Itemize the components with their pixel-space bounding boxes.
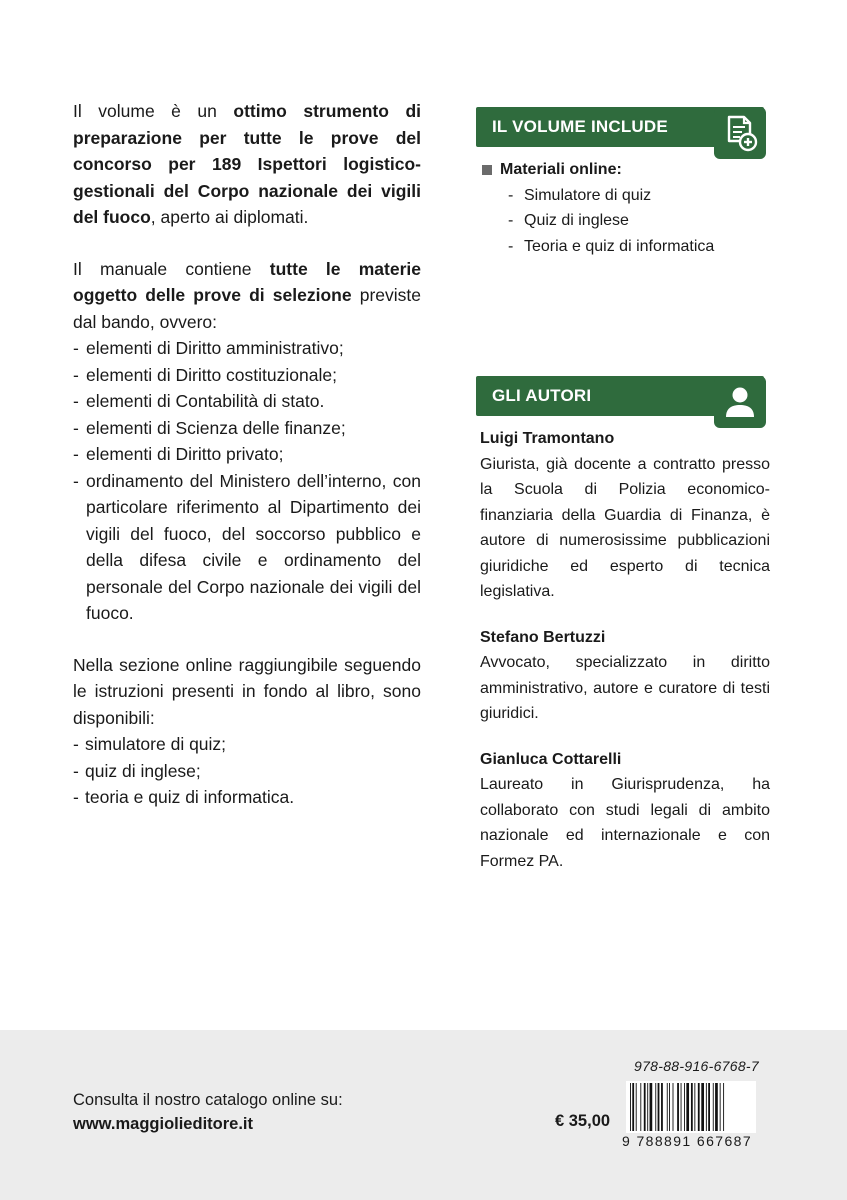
online-items-list <box>73 731 421 811</box>
barcode-bar <box>723 1083 724 1131</box>
subjects-list <box>73 335 421 627</box>
list-item: - simulatore di quiz; <box>73 731 421 758</box>
author-entry <box>480 625 770 727</box>
author-bio: Avvocato, specializzato in diritto amministrativo, autore e curatore di testi giuridici. <box>480 654 770 722</box>
materials-title: Materiali online: <box>500 161 622 178</box>
list-item: - quiz di inglese; <box>73 758 421 785</box>
barcode-bar <box>636 1083 637 1131</box>
bullet-square-icon <box>482 165 492 175</box>
barcode-bar <box>686 1083 689 1131</box>
author-name: Luigi Tramontano <box>480 430 615 447</box>
includes-header <box>476 107 764 147</box>
barcode-bar <box>630 1083 631 1131</box>
footer-band <box>0 1030 847 1200</box>
barcode-bar <box>701 1083 704 1131</box>
list-item: - Teoria e quiz di informatica <box>508 234 770 260</box>
catalog-text: Consulta il nostro catalogo online su: <box>73 1091 343 1109</box>
author-entry <box>480 747 770 875</box>
catalog-info <box>73 1088 343 1136</box>
includes-content <box>480 157 770 259</box>
list-item: - teoria e quiz di informatica. <box>73 784 421 811</box>
intro-paragraph: Il volume è un ottimo strumento di preparazione per tutte le prove del concorso per 189 Ispettori logistico-gestionali del Corpo nazionale dei vigili del fuoco, aperto ai diplomati. <box>73 101 421 227</box>
price: € 35,00 <box>555 1112 611 1130</box>
authors-header <box>476 376 764 416</box>
barcode-bar <box>706 1083 707 1131</box>
barcode-digits: 9 788891 667687 <box>622 1133 752 1149</box>
list-item: - elementi di Diritto privato; <box>73 441 421 468</box>
author-name: Stefano Bertuzzi <box>480 628 606 646</box>
isbn: 978-88-916-6768-7 <box>634 1058 759 1074</box>
list-item: - elementi di Contabilità di stato. <box>73 388 421 415</box>
barcode-bar <box>644 1083 646 1131</box>
author-bio: Laureato in Giurisprudenza, ha collaborato con studi legali di ambito nazionale ed internazionale e con Formez PA. <box>480 776 770 870</box>
list-item: - elementi di Scienza delle finanze; <box>73 415 421 442</box>
document-add-icon <box>714 107 766 159</box>
list-item: - Quiz di inglese <box>508 208 770 234</box>
author-name: Gianluca Cottarelli <box>480 750 622 768</box>
publisher-url[interactable]: www.maggiolieditore.it <box>73 1115 253 1133</box>
barcode-bar <box>698 1083 700 1131</box>
barcode-bar <box>658 1083 660 1131</box>
barcode-bar <box>713 1083 714 1131</box>
barcode-bar <box>655 1083 656 1131</box>
barcode-bar <box>650 1083 653 1131</box>
description-column <box>73 98 421 811</box>
materials-list <box>480 183 770 260</box>
authors-title: GLI AUTORI <box>492 386 592 405</box>
list-item: - Simulatore di quiz <box>508 183 770 209</box>
barcode-bar <box>673 1083 674 1131</box>
contents-paragraph: Il manuale contiene tutte le materie oggetto delle prove di selezione previste dal bando, ovvero: <box>73 258 421 332</box>
barcode-bar <box>677 1083 679 1131</box>
barcode-bar <box>669 1083 670 1131</box>
author-bio: Giurista, già docente a contratto presso la Scuola di Polizia economico-finanziaria della Guardia di Finanza, è autore di numerosissime pubblicazioni giuridiche ed esperto di tecnica legislativa. <box>480 455 770 600</box>
barcode-bar <box>640 1083 641 1131</box>
barcode <box>626 1081 756 1133</box>
user-icon <box>714 376 766 428</box>
barcode-bar <box>691 1083 693 1131</box>
list-item: - elementi di Diritto amministrativo; <box>73 335 421 362</box>
list-item: - elementi di Diritto costituzionale; <box>73 362 421 389</box>
barcode-bar <box>667 1083 668 1131</box>
barcode-bar <box>681 1083 682 1131</box>
barcode-bar <box>661 1083 663 1131</box>
authors-content <box>480 426 770 894</box>
barcode-bars <box>626 1081 756 1133</box>
barcode-bar <box>720 1083 721 1131</box>
barcode-bar <box>708 1083 710 1131</box>
list-item: - ordinamento del Ministero dell’interno, con particolare riferimento al Dipartimento dei vigili del fuoco, del soccorso pubblico e della difesa civile e ordinamento del personale del Corpo nazionale dei vigili del fuoco. <box>73 468 421 627</box>
includes-title: IL VOLUME INCLUDE <box>492 117 668 136</box>
barcode-bar <box>684 1083 685 1131</box>
online-section-paragraph: Nella sezione online raggiungibile seguendo le istruzioni presenti in fondo al libro, sono disponibili: <box>73 654 421 728</box>
barcode-bar <box>647 1083 648 1131</box>
barcode-bar <box>715 1083 718 1131</box>
barcode-bar <box>694 1083 695 1131</box>
author-entry <box>480 426 770 605</box>
barcode-bar <box>632 1083 634 1131</box>
